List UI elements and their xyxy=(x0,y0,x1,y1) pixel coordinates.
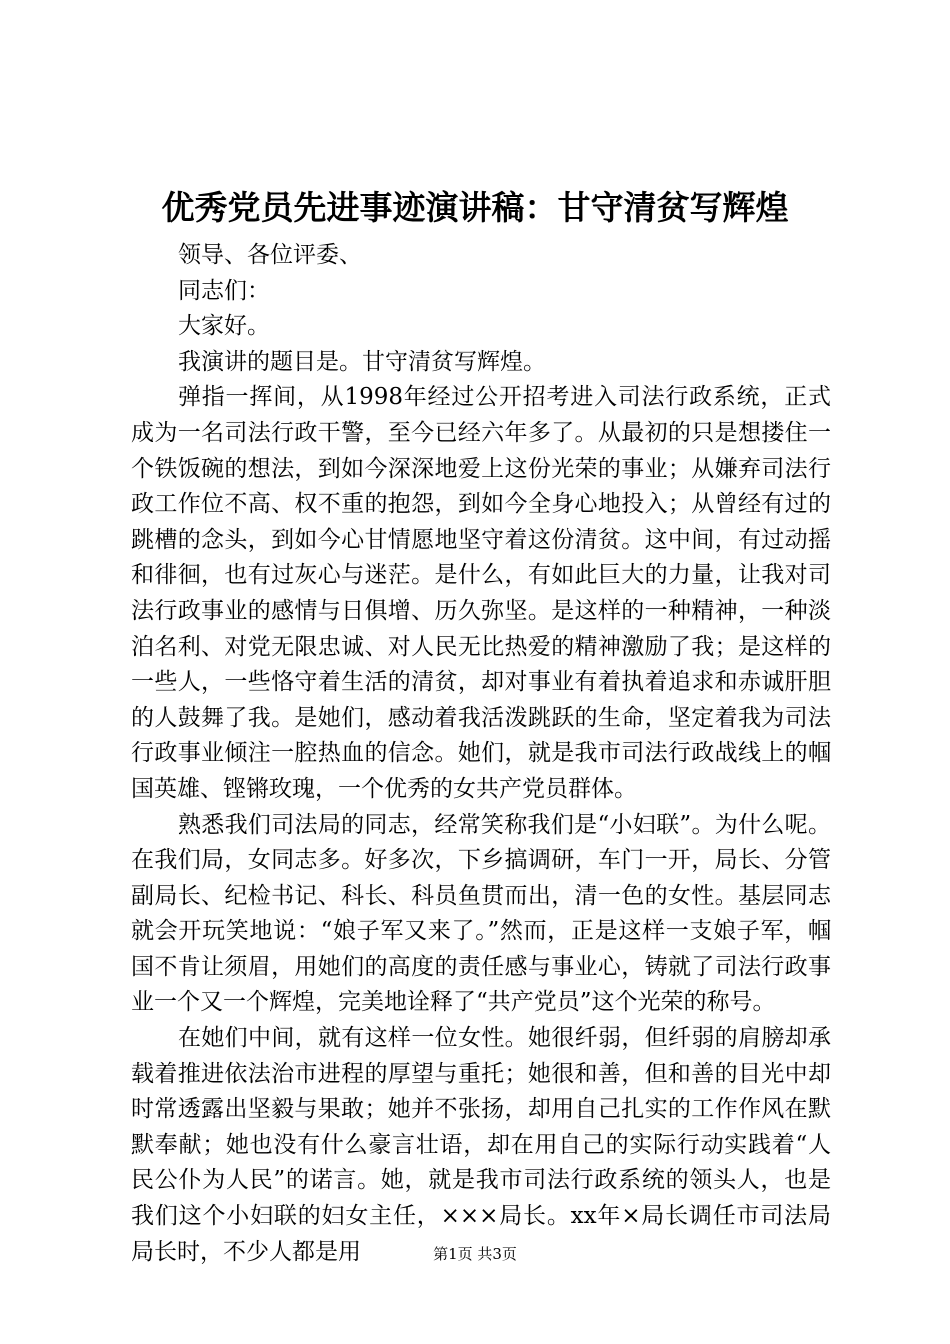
salutation-paragraph: 领导、各位评委、 xyxy=(178,242,362,268)
greeting-paragraph: 大家好。 xyxy=(178,313,270,340)
body-paragraph: 弹指一挥间，从1998年经过公开招考进入司法行政系统，正式成为一名司法行政干警，至今已经六年多了。从最初的只是想搂住一个铁饭碗的想法，到如今深深地爱上这份光荣的事业；从嫌弃司法行政工作位不高、权不重的抱怨，到如今全身心地投入；从曾经有过的跳槽的念头，到如今心甘情愿地坚守着这份清贫。这中间，有过动摇和徘徊，也有过灰心与迷茫。是什么，有如此巨大的力量，让我对司法行政事业的感情与日俱增、历久弥坚。是这样的一种精神，一种淡泊名利、对党无限忠诚、对人民无比热爱的精神激励了我；是这样的一些人，一些恪守着生活的清贫，却对事业有着执着追求和赤诚肝胆的人鼓舞了我。是她们，感动着我活泼跳跃的生命，坚定着我为司法行政事业倾注一腔热血的信念。她们，就是我市司法行政战线上的帼国英雄、铿锵玫瑰，一个优秀的女共产党员群体。 xyxy=(131,384,831,802)
body-paragraph: 在她们中间，就有这样一位女性。她很纤弱，但纤弱的肩膀却承载着推进依法治市进程的厚望与重托；她很和善，但和善的目光中却时常透露出坚毅与果敢；她并不张扬，却用自己扎实的工作作风在默默奉献；她也没有什么豪言壮语，却在用自己的实际行动实践着“人民公仆为人民”的诺言。她，就是我市司法行政系统的领头人，也是我们这个小妇联的妇女主任，×××局长。xx年×局长调任市司法局局长时，不少人都是用 xyxy=(131,1025,831,1265)
document-title: 优秀党员先进事迹演讲稿：甘守清贫写辉煌 xyxy=(161,188,789,227)
topic-paragraph: 我演讲的题目是。甘守清贫写辉煌。 xyxy=(178,348,546,375)
page-footer: 第1页 共3页 xyxy=(433,1245,517,1263)
body-paragraph: 熟悉我们司法局的同志，经常笑称我们是“小妇联”。为什么呢。在我们局，女同志多。好多次，下乡搞调研，车门一开，局长、分管副局长、纪检书记、科长、科员鱼贯而出，清一色的女性。基层同志就会开玩笑地说：“娘子军又来了。”然而，正是这样一支娘子军，帼国不肯让须眉，用她们的高度的责任感与事业心，铸就了司法行政事业一个又一个辉煌，完美地诠释了“共产党员”这个光荣的称号。 xyxy=(131,811,831,1016)
document-body xyxy=(131,238,831,1270)
salutation-paragraph: 同志们： xyxy=(178,277,270,304)
